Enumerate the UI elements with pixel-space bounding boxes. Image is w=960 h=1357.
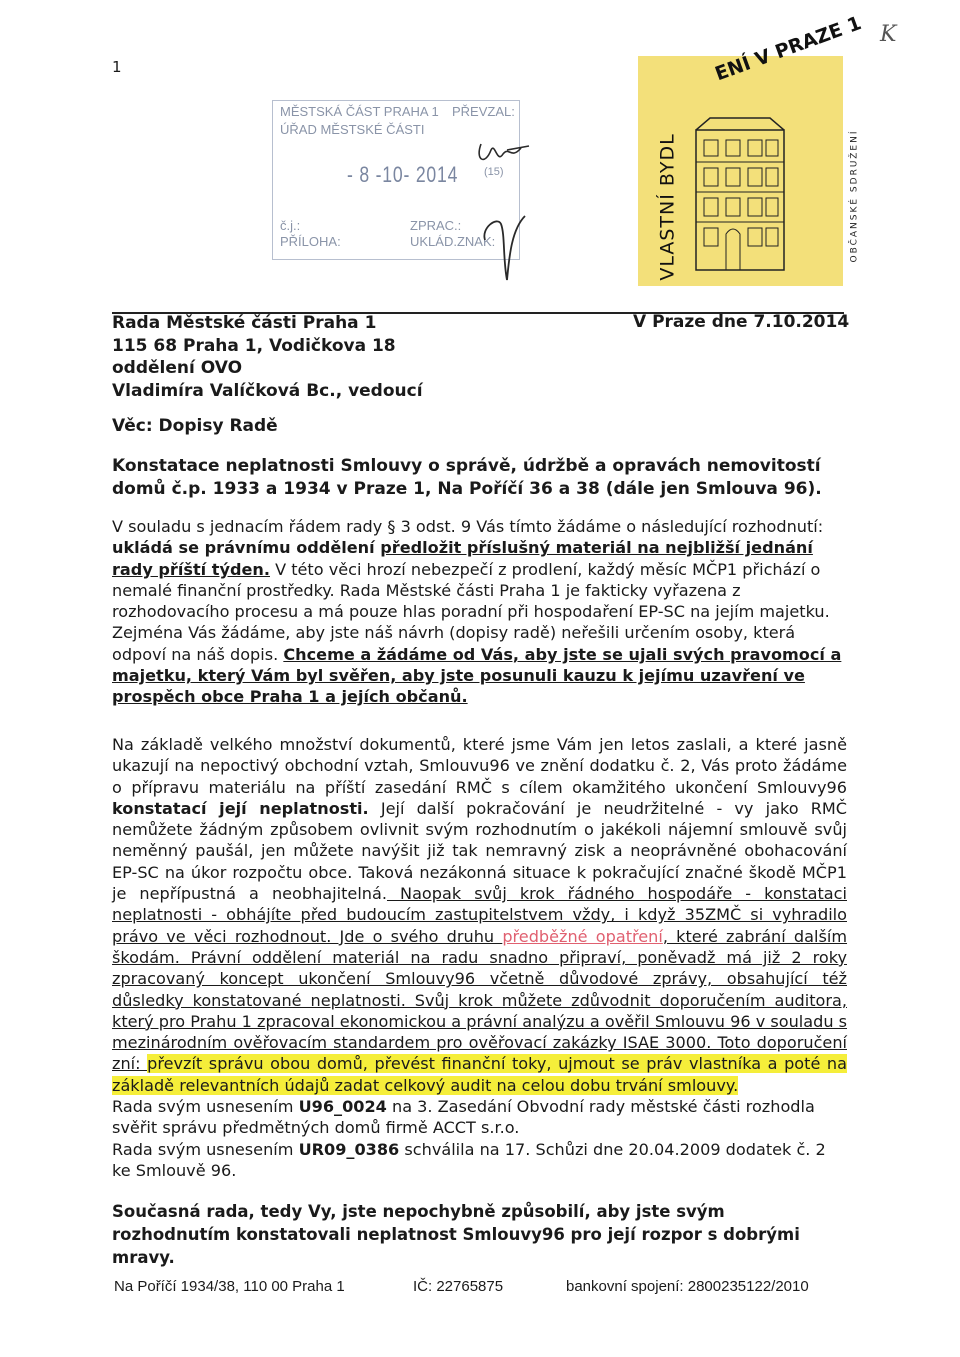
request-paragraph <box>112 516 847 708</box>
resolution-line <box>112 1139 847 1182</box>
statement-heading: Konstatace neplatnosti Smlouvy o správě, údržbě a opravách nemovitostí domů č.p. 1933 a 1934 v Praze 1, Na Poříčí 36 a 38 (dále jen Smlouva 96). <box>112 456 822 499</box>
text-run: schválila na 17. Schůzi dne 20.04.2009 dodatek č. 2 ke Smlouvě 96. <box>112 1139 826 1180</box>
resolution-number: U96_0024 <box>298 1097 387 1116</box>
closing-paragraph: Současná rada, tedy Vy, jste nepochybně způsobilí, aby jste svým rozhodnutím konstatovali neplatnost Smlouvy96 pro její rozpor s dobrými mravy. <box>112 1202 800 1267</box>
text-run: V této věci hrozí nebezpečí z prodlení, každý měsíc MČP1 přichází o nemalé finanční prostředky. Rada Městské části Praha 1 je fakticky vyřazena z rozhodovacího procesu a má pouze hlas poradní při hospodaření EP-SC na jejím majetku. Zejména Vás žádáme, aby jste náš návrh (dopisy radě) neřešili určením osoby, která odpoví na náš dopis. <box>112 559 830 664</box>
text-run: Její další pokračování je neudržitelné - vy jako RMČ nemůžete žádným způsobem ovlivnit svým rozhodnutím o jakékoli nájemní smlouvě svůj neměnný paušál, jen můžete navýšit již tak nemravný zisk a neoprávněné obohacování EP-SC na úkor rozpočtu obce. Taková nezákonná situace k pokračující značné škodě MČP1 je nepřípustná a neobhajitelná. <box>112 798 848 904</box>
text-run: Rada svým usnesením <box>112 1139 299 1159</box>
stamp-storage-label: UKLÁD.ZNAK: <box>410 234 496 249</box>
recipient-block <box>112 312 423 402</box>
page-number: 1 <box>112 58 122 76</box>
recipient-line: Rada Městské části Praha 1 <box>112 313 377 333</box>
resolution-number: UR09_0386 <box>298 1139 400 1159</box>
recipient-line: Vladimíra Valíčková Bc., vedoucí <box>112 380 423 401</box>
resolution-line <box>112 1096 847 1139</box>
footer-bank: bankovní spojení: 2800235122/2010 <box>566 1278 809 1295</box>
stamp-date: - 8 -10- 2014 <box>347 162 459 187</box>
subject-line: Věc: Dopisy Radě <box>112 416 278 436</box>
text-run: Na základě velkého množství dokumentů, které jsme Vám jen letos zaslali, a které jasně ukazují na nepoctivý obchodní vztah, Smlouvu96 ve znění dodatku č. 2, Vás proto žádáme o přípravu materiálu na příští zasedání RMČ s cílem okamžitého ukončení Smlouvy96 <box>112 735 847 797</box>
text-run-underlined: Naopak svůj krok řádného hospodáře - konstataci neplatnosti - obhájíte před budoucím zastupitelstvem vždy, i když 35ZMČ si vyhradilo právo ve věci rozhodnout. Jde o svého druhu <box>112 884 847 946</box>
text-run: na 3. Zasedání Obvodní rady městské části rozhodla svěřit správu předmětných domů firmě ACCT s.r.o. <box>112 1097 815 1138</box>
stamp-count: (15) <box>484 166 504 178</box>
stamp-attachment-label: PŘÍLOHA: <box>280 234 341 249</box>
recipient-line: 115 68 Praha 1, Vodičkova 18 <box>112 335 396 356</box>
footer-company-id: IČ: 22765875 <box>413 1278 504 1295</box>
text-run-underlined: , které zabrání dalším škodám. Právní oddělení materiál na radu snadno připraví, poněvadž má již 2 roky zpracovaný koncept ukončení Smlouvy96 včetně důvodové zprávy, obsahující též důsledky konstatované neplatnosti. Svůj krok můžete zdůvodnit doporučením auditora, který pro Prahu 1 zpracoval ekonomickou a právní analýzu a ověřil Smlouvu 96 v souladu s mezinárodním ověřovacím standardem pro ověřovací zakázky ISAE 3000. Toto doporučení zní: <box>112 926 848 1074</box>
text-run-highlighted: převzít správu obou domů, převést finanční toky, ujmout se práv vlastníka a poté na základě relevantních údajů zadat celkový audit na celou dobu trvání smlouvy. <box>112 1054 847 1095</box>
stamp-received-label: PŘEVZAL: <box>452 104 515 119</box>
logo-top-text: ENÍ V PRAZE 1 <box>712 12 865 86</box>
argument-paragraph <box>112 734 847 1096</box>
text-run-red: předběžné opatření <box>502 926 663 946</box>
resolutions-paragraph <box>112 1096 847 1181</box>
stamp-authority: MĚSTSKÁ ČÁST PRAHA 1 <box>280 104 439 119</box>
text-run-bold-underlined: předložit příslušný materiál na nejbližší jednání rady příští týden. <box>112 538 813 579</box>
stamp-ref-label: č.j.: <box>280 218 301 233</box>
receipt-stamp <box>272 100 522 260</box>
handwritten-corner-mark: K <box>880 22 897 47</box>
stamp-processed-label: ZPRAC.: <box>410 218 462 233</box>
signature-icon <box>467 120 537 290</box>
logo-left-text: VLASTNÍ BYDL <box>656 133 679 281</box>
letter-date: V Praze dne 7.10.2014 <box>633 312 850 332</box>
footer-address: Na Poříčí 1934/38, 110 00 Praha 1 <box>114 1278 345 1295</box>
association-logo <box>638 12 865 286</box>
stamp-office: ÚŘAD MĚSTSKÉ ČÁSTI <box>280 122 425 137</box>
text-run: V souladu s jednacím řádem rady § 3 odst. 9 Vás tímto žádáme o následující rozhodnutí: <box>112 517 824 536</box>
text-run-bold-underlined: Chceme a žádáme od Vás, aby jste se ujali svých pravomocí a majetku, který Vám byl svěřen, aby jste posunuli kauzu k jejímu uzavření ve prospěch obce Praha 1 a jejích občanů. <box>112 644 842 707</box>
logo-right-text: OBČANSKÉ SDRUŽENÍ <box>849 129 860 263</box>
building-icon <box>690 116 790 276</box>
text-run-bold: konstatací její neplatnosti. <box>112 798 369 818</box>
recipient-line: oddělení OVO <box>112 358 243 378</box>
text-run: Rada svým usnesením <box>112 1097 299 1116</box>
text-run-bold: ukládá se právnímu oddělení <box>112 538 381 558</box>
